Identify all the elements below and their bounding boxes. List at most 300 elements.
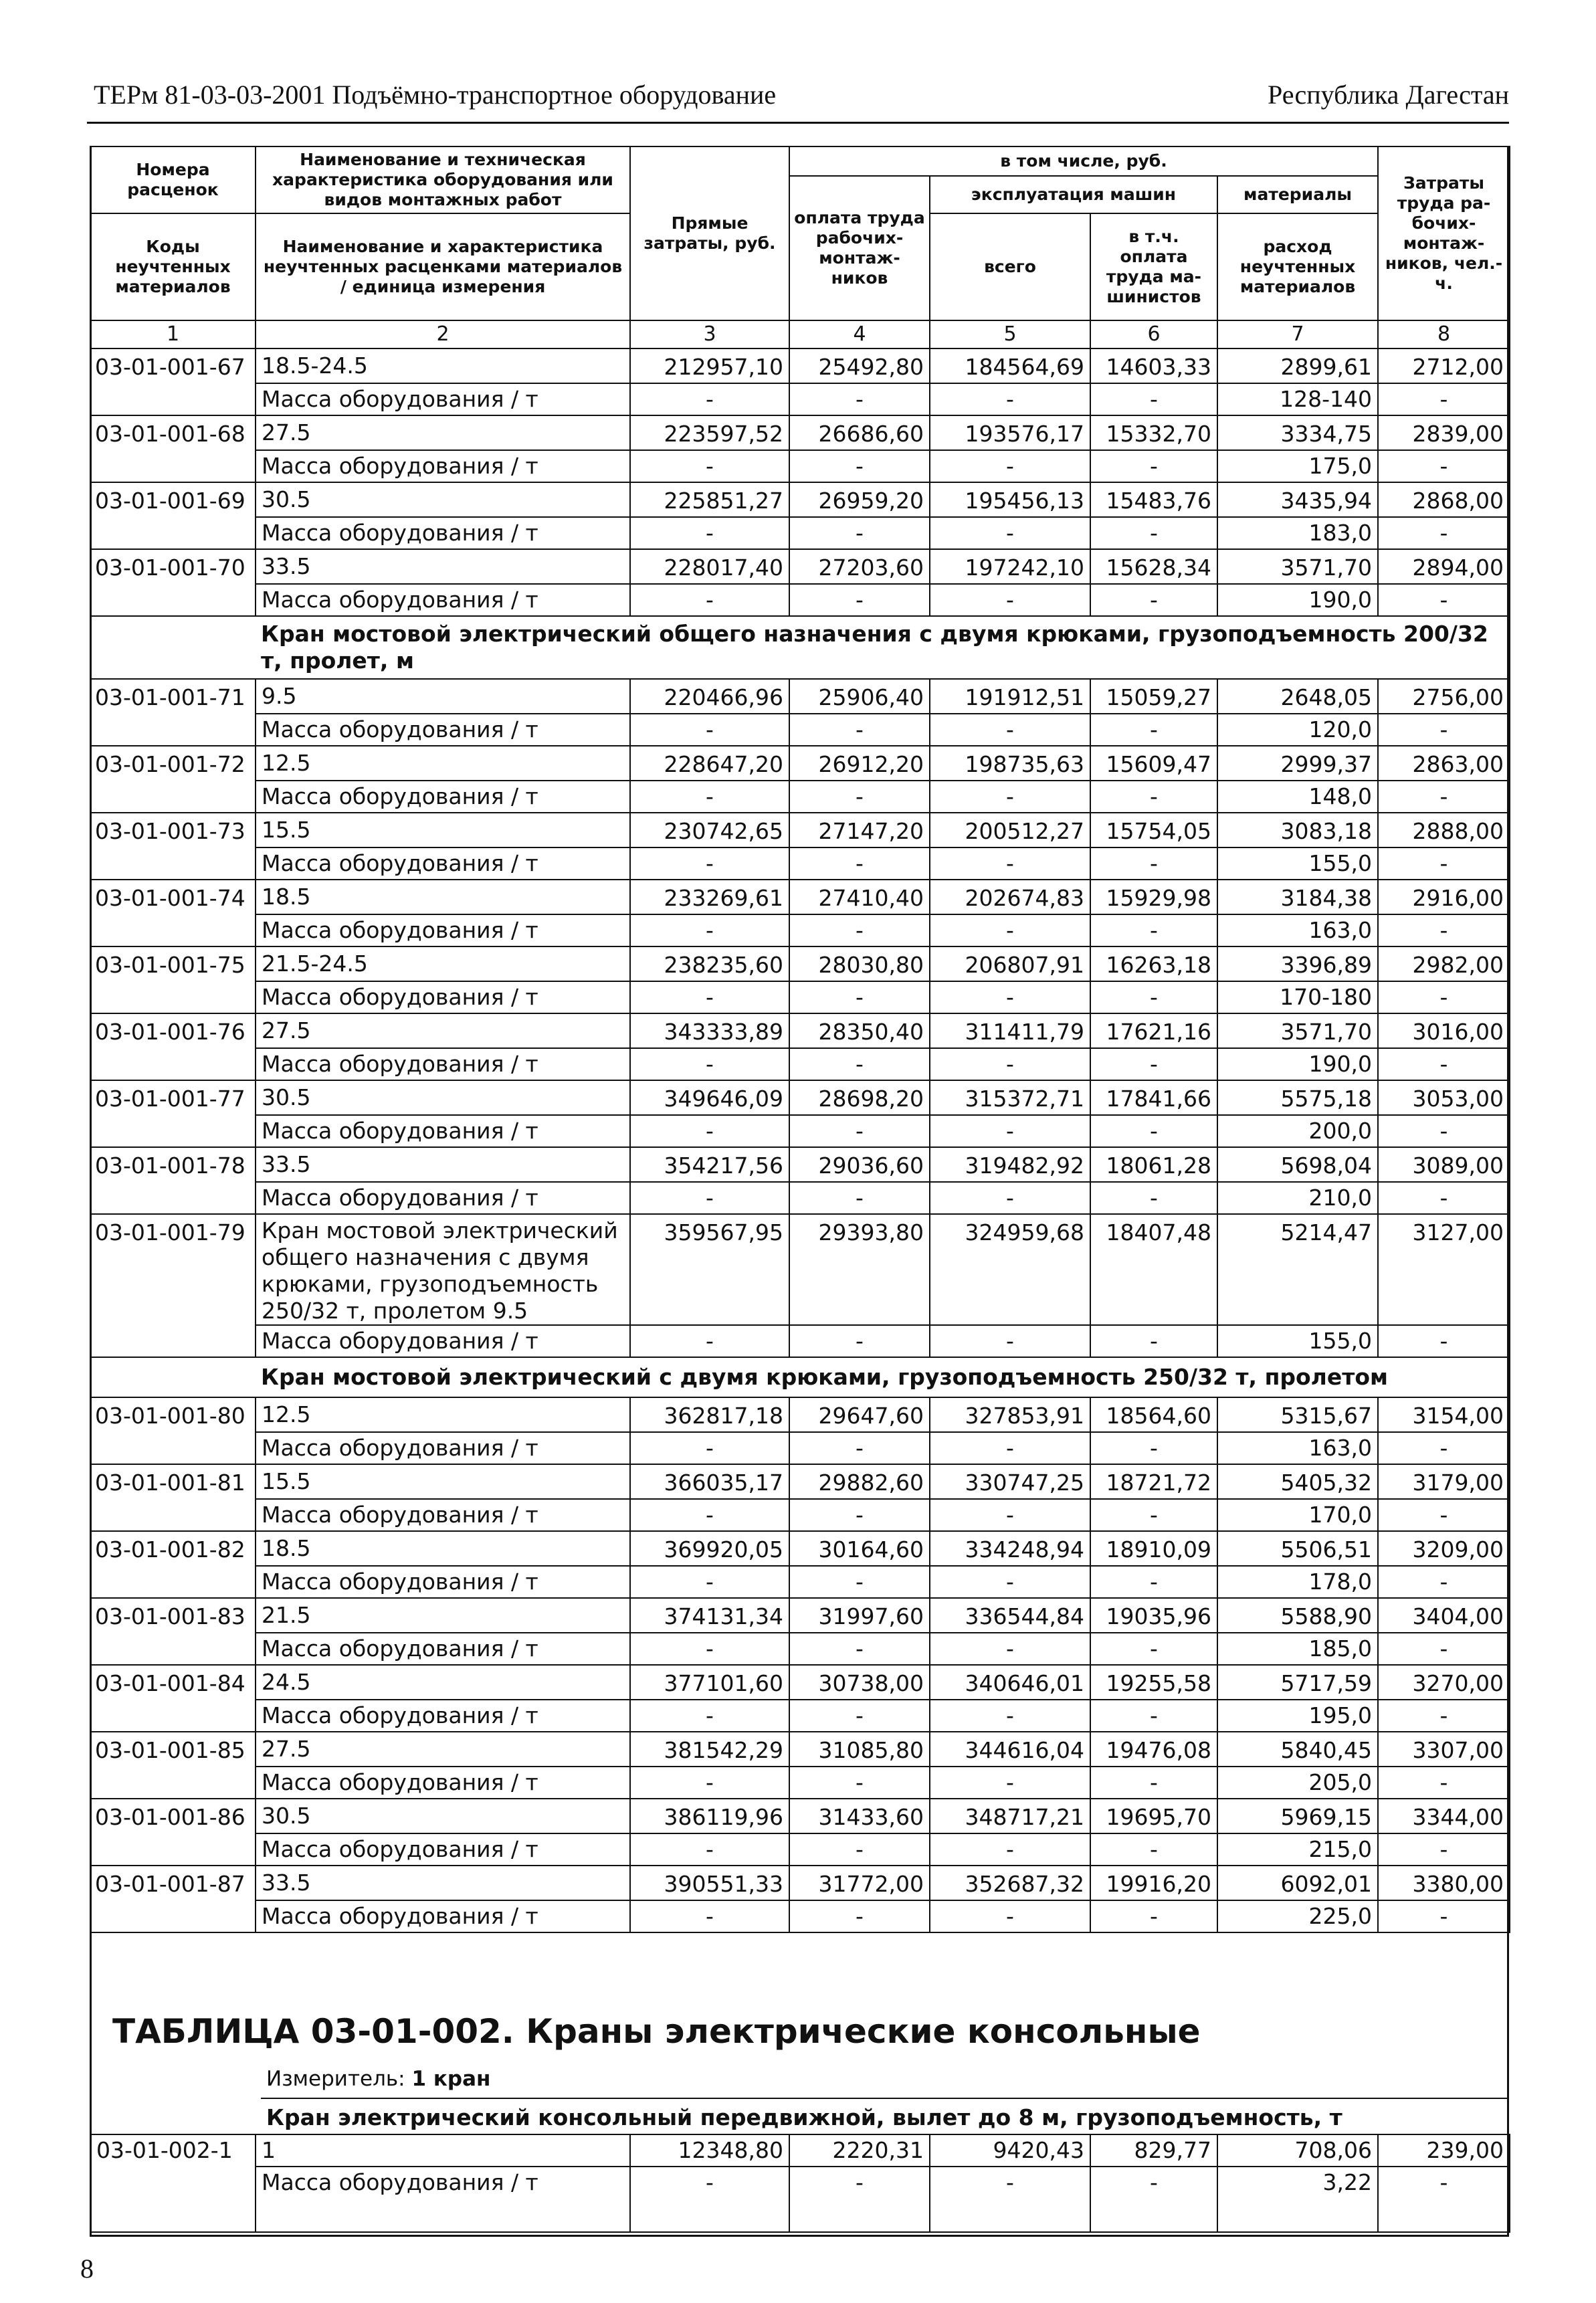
dash: - [1090,1833,1217,1866]
mass-value: 210,0 [1217,1182,1378,1214]
materials: 5717,59 [1217,1665,1378,1700]
rate-name: 33.5 [256,549,630,584]
dash: - [1090,914,1217,946]
dash: - [789,781,930,813]
rate-name: 12.5 [256,746,630,781]
labor-pay: 31997,60 [789,1598,930,1633]
dash: - [789,1700,930,1732]
header-rule [87,122,1509,124]
direct-cost: 212957,10 [630,348,789,383]
mass-label: Масса оборудования / т [256,2167,630,2232]
direct-cost: 220466,96 [630,679,789,714]
table-row [90,2167,1510,2232]
labor-hours: 2916,00 [1378,880,1510,914]
table2-meter [266,2067,490,2091]
dash: - [630,1833,789,1866]
labor-pay: 28030,80 [789,946,930,981]
rate-code: 03-01-001-68 [90,415,256,482]
labor-hours: 3209,00 [1378,1531,1510,1566]
dash: - [1378,1115,1510,1147]
dash: - [1090,1900,1217,1932]
dash: - [930,914,1090,946]
table2-group-heading: Кран электрический консольный передвижной, вылет до 8 м, грузоподъемность, т [266,2104,1342,2130]
mass-label: Масса оборудования / т [256,1048,630,1080]
group-spacer [90,616,256,679]
materials: 3396,89 [1217,946,1378,981]
rate-name: 18.5 [256,1531,630,1566]
dash: - [789,2167,930,2232]
mass-value: 175,0 [1217,450,1378,482]
dash: - [630,450,789,482]
group-heading: Кран мостовой электрический с двумя крюками, грузоподъемность 250/32 т, пролетом [256,1357,1510,1397]
table-row [90,584,1510,616]
machines-labor: 19916,20 [1090,1866,1217,1900]
rate-name: 27.5 [256,1732,630,1767]
machines-labor: 15754,05 [1090,813,1217,847]
direct-cost: 359567,95 [630,1214,789,1325]
col-header-materials-unacc: расход неучтенных материалов [1217,213,1378,320]
labor-pay: 29882,60 [789,1464,930,1499]
col-header-unacc-name: Наименование и характеристика неучтенных расценками материалов / единица измерения [256,213,630,320]
table-row [90,946,1510,981]
dash: - [1378,1182,1510,1214]
dash: - [630,1325,789,1357]
labor-pay: 30738,00 [789,1665,930,1700]
rate-name: 15.5 [256,1464,630,1499]
rate-name: 33.5 [256,1147,630,1182]
table-row [90,1767,1510,1799]
dash: - [789,1182,930,1214]
mass-label: Масса оборудования / т [256,1499,630,1531]
table-row [90,1732,1510,1767]
dash: - [630,2167,789,2232]
labor-pay: 31772,00 [789,1866,930,1900]
labor-pay: 31085,80 [789,1732,930,1767]
table-row [90,1499,1510,1531]
materials: 2648,05 [1217,679,1378,714]
machines-labor: 16263,18 [1090,946,1217,981]
table-row [90,1566,1510,1598]
machines-labor: 18564,60 [1090,1397,1217,1432]
rate-name: 30.5 [256,482,630,517]
mass-label: Масса оборудования / т [256,1700,630,1732]
machines-total: 315372,71 [930,1080,1090,1115]
direct-cost: 374131,34 [630,1598,789,1633]
dash: - [1090,1432,1217,1464]
direct-cost: 390551,33 [630,1866,789,1900]
table-row [90,981,1510,1013]
materials: 5575,18 [1217,1080,1378,1115]
table-row [90,1115,1510,1147]
dash: - [630,1048,789,1080]
direct-cost: 238235,60 [630,946,789,981]
rate-code: 03-01-001-70 [90,549,256,616]
direct-cost: 362817,18 [630,1397,789,1432]
col-number: 8 [1378,320,1510,348]
rate-name: 27.5 [256,415,630,450]
table-row [90,1633,1510,1665]
mass-label: Масса оборудования / т [256,1182,630,1214]
table-row [90,383,1510,415]
dash: - [789,1325,930,1357]
materials: 708,06 [1217,2134,1378,2167]
table-row [90,813,1510,847]
dash: - [1378,847,1510,880]
dash: - [1090,1566,1217,1598]
dash: - [630,1115,789,1147]
dash: - [789,584,930,616]
col-number: 7 [1217,320,1378,348]
dash: - [789,1115,930,1147]
dash: - [1378,1767,1510,1799]
table-row [90,1147,1510,1182]
dash: - [1090,450,1217,482]
machines-total: 200512,27 [930,813,1090,847]
labor-pay: 25492,80 [789,348,930,383]
dash: - [630,1432,789,1464]
labor-hours: 3380,00 [1378,1866,1510,1900]
dash: - [930,383,1090,415]
direct-cost: 225851,27 [630,482,789,517]
dash: - [930,2167,1090,2232]
machines-total: 330747,25 [930,1464,1090,1499]
rate-code: 03-01-001-82 [90,1531,256,1598]
dash: - [789,714,930,746]
labor-hours: 3154,00 [1378,1397,1510,1432]
table-row [90,914,1510,946]
materials: 3571,70 [1217,549,1378,584]
rate-name: 18.5-24.5 [256,348,630,383]
dash: - [930,847,1090,880]
machines-labor: 15332,70 [1090,415,1217,450]
table-row [90,781,1510,813]
dash: - [1090,1700,1217,1732]
group-row [90,1357,1510,1397]
rate-code: 03-01-001-78 [90,1147,256,1214]
mass-label: Масса оборудования / т [256,847,630,880]
col-header-direct: Прямые затраты, руб. [630,146,789,320]
machines-labor: 18721,72 [1090,1464,1217,1499]
dash: - [630,1900,789,1932]
dash: - [1090,383,1217,415]
machines-labor: 18910,09 [1090,1531,1217,1566]
mass-value: 178,0 [1217,1566,1378,1598]
materials: 5506,51 [1217,1531,1378,1566]
dash: - [1090,517,1217,549]
rate-code: 03-01-001-84 [90,1665,256,1732]
machines-labor: 18407,48 [1090,1214,1217,1325]
group-row [90,616,1510,679]
machines-labor: 18061,28 [1090,1147,1217,1182]
rate-name: 24.5 [256,1665,630,1700]
mass-value: 163,0 [1217,914,1378,946]
rate-name: 1 [256,2134,630,2167]
col-header-machines-total: всего [930,213,1090,320]
dash: - [1378,1833,1510,1866]
labor-hours: 2894,00 [1378,549,1510,584]
machines-labor: 15929,98 [1090,880,1217,914]
mass-value: 148,0 [1217,781,1378,813]
dash: - [789,981,930,1013]
dash: - [630,1499,789,1531]
mass-value: 185,0 [1217,1633,1378,1665]
table-row [90,1464,1510,1499]
dash: - [930,450,1090,482]
dash: - [1378,450,1510,482]
col-header-incl: в том числе, руб. [789,146,1378,176]
direct-cost: 228647,20 [630,746,789,781]
table-row [90,1598,1510,1633]
dash: - [789,914,930,946]
mass-value: 170-180 [1217,981,1378,1013]
dash: - [930,714,1090,746]
machines-total: 311411,79 [930,1013,1090,1048]
mass-label: Масса оборудования / т [256,714,630,746]
table2-title: ТАБЛИЦА 03-01-002. Краны электрические консольные [112,2012,1201,2051]
col-number: 5 [930,320,1090,348]
rate-name: 12.5 [256,1397,630,1432]
labor-hours: 3344,00 [1378,1799,1510,1833]
labor-hours: 2982,00 [1378,946,1510,981]
dash: - [1378,383,1510,415]
table2-meter-value: 1 кран [411,2067,491,2091]
rate-code: 03-01-001-71 [90,679,256,746]
col-number: 6 [1090,320,1217,348]
mass-value: 225,0 [1217,1900,1378,1932]
dash: - [1090,714,1217,746]
machines-total: 344616,04 [930,1732,1090,1767]
materials: 2899,61 [1217,348,1378,383]
rate-name: 21.5 [256,1598,630,1633]
dash: - [930,1566,1090,1598]
mass-label: Масса оборудования / т [256,981,630,1013]
materials: 5698,04 [1217,1147,1378,1182]
machines-labor: 15628,34 [1090,549,1217,584]
machines-total: 334248,94 [930,1531,1090,1566]
materials: 5588,90 [1217,1598,1378,1633]
materials: 6092,01 [1217,1866,1378,1900]
rate-code: 03-01-001-75 [90,946,256,1013]
rate-name: 33.5 [256,1866,630,1900]
page-header-title: ТЕРм 81-03-03-2001 Подъёмно-транспортное оборудование [94,80,777,110]
dash: - [1090,2167,1217,2232]
labor-pay: 31433,60 [789,1799,930,1833]
table-row [90,549,1510,584]
mass-label: Масса оборудования / т [256,1432,630,1464]
table-row [90,1048,1510,1080]
mass-value: 128-140 [1217,383,1378,415]
table-row [90,1866,1510,1900]
materials: 3083,18 [1217,813,1378,847]
dash: - [1090,584,1217,616]
rate-code: 03-01-001-77 [90,1080,256,1147]
table-row [90,2134,1510,2167]
dash: - [1090,1325,1217,1357]
mass-value: 215,0 [1217,1833,1378,1866]
mass-label: Масса оборудования / т [256,1833,630,1866]
machines-total: 336544,84 [930,1598,1090,1633]
mass-label: Масса оборудования / т [256,1325,630,1357]
dash: - [1090,1115,1217,1147]
dash: - [789,847,930,880]
machines-total: 191912,51 [930,679,1090,714]
col-number: 2 [256,320,630,348]
mass-value: 170,0 [1217,1499,1378,1531]
machines-total: 9420,43 [930,2134,1090,2167]
mass-value: 183,0 [1217,517,1378,549]
machines-total: 327853,91 [930,1397,1090,1432]
col-header-machines-labor: в т.ч. оплата труда ма-шинистов [1090,213,1217,320]
mass-value: 205,0 [1217,1767,1378,1799]
mass-value: 190,0 [1217,584,1378,616]
table-row [90,1833,1510,1866]
dash: - [930,1499,1090,1531]
labor-pay: 29393,80 [789,1214,930,1325]
table-row [90,1397,1510,1432]
mass-value: 155,0 [1217,847,1378,880]
labor-hours: 2863,00 [1378,746,1510,781]
rate-name: 15.5 [256,813,630,847]
dash: - [789,1499,930,1531]
dash: - [1378,2167,1510,2232]
machines-labor: 19255,58 [1090,1665,1217,1700]
machines-total: 324959,68 [930,1214,1090,1325]
dash: - [789,1767,930,1799]
mass-value: 3,22 [1217,2167,1378,2232]
table-row [90,1700,1510,1732]
col-number: 4 [789,320,930,348]
mass-label: Масса оборудования / т [256,1900,630,1932]
labor-hours: 2712,00 [1378,348,1510,383]
rate-code: 03-01-002-1 [90,2134,256,2232]
dash: - [1378,981,1510,1013]
table-row [90,679,1510,714]
col-number: 1 [90,320,256,348]
rate-code: 03-01-001-81 [90,1464,256,1531]
direct-cost: 349646,09 [630,1080,789,1115]
dash: - [930,1432,1090,1464]
machines-total: 195456,13 [930,482,1090,517]
direct-cost: 228017,40 [630,549,789,584]
direct-cost: 381542,29 [630,1732,789,1767]
dash: - [1090,981,1217,1013]
dash: - [789,1048,930,1080]
dash: - [1378,1432,1510,1464]
mass-label: Масса оборудования / т [256,781,630,813]
dash: - [1378,1633,1510,1665]
labor-pay: 26959,20 [789,482,930,517]
table-row [90,1080,1510,1115]
page-header-region: Республика Дагестан [1268,80,1509,110]
mass-value: 195,0 [1217,1700,1378,1732]
dash: - [930,1325,1090,1357]
mass-label: Масса оборудования / т [256,1767,630,1799]
rate-code: 03-01-001-74 [90,880,256,946]
machines-labor: 19476,08 [1090,1732,1217,1767]
direct-cost: 12348,80 [630,2134,789,2167]
dash: - [789,450,930,482]
direct-cost: 354217,56 [630,1147,789,1182]
direct-cost: 343333,89 [630,1013,789,1048]
dash: - [930,517,1090,549]
dash: - [1090,1048,1217,1080]
labor-hours: 3307,00 [1378,1732,1510,1767]
dash: - [1090,1633,1217,1665]
labor-hours: 3179,00 [1378,1464,1510,1499]
dash: - [1378,781,1510,813]
dash: - [930,1633,1090,1665]
dash: - [630,981,789,1013]
rates-table [90,146,1510,1933]
labor-pay: 26686,60 [789,415,930,450]
table2-meter-label: Измеритель: [266,2067,405,2091]
machines-total: 184564,69 [930,348,1090,383]
labor-pay: 28350,40 [789,1013,930,1048]
labor-hours: 2888,00 [1378,813,1510,847]
rate-name: 21.5-24.5 [256,946,630,981]
dash: - [1378,1566,1510,1598]
dash: - [930,584,1090,616]
dash: - [930,1900,1090,1932]
dash: - [930,1700,1090,1732]
labor-pay: 25906,40 [789,679,930,714]
dash: - [1090,1182,1217,1214]
labor-pay: 2220,31 [789,2134,930,2167]
dash: - [789,1900,930,1932]
col-header-labor-cost: Затраты труда ра-бочих-монтаж-ников, чел.-ч. [1378,146,1510,320]
dash: - [1090,1767,1217,1799]
labor-pay: 29036,60 [789,1147,930,1182]
table-row [90,482,1510,517]
direct-cost: 230742,65 [630,813,789,847]
rate-code: 03-01-001-69 [90,482,256,549]
machines-labor: 829,77 [1090,2134,1217,2167]
labor-hours: 3016,00 [1378,1013,1510,1048]
rate-code: 03-01-001-86 [90,1799,256,1866]
machines-labor: 15059,27 [1090,679,1217,714]
machines-total: 197242,10 [930,549,1090,584]
labor-pay: 27410,40 [789,880,930,914]
direct-cost: 223597,52 [630,415,789,450]
dash: - [789,517,930,549]
machines-labor: 17621,16 [1090,1013,1217,1048]
table-row [90,1531,1510,1566]
table-row [90,1432,1510,1464]
machines-labor: 19035,96 [1090,1598,1217,1633]
dash: - [630,1700,789,1732]
materials: 5840,45 [1217,1732,1378,1767]
labor-pay: 26912,20 [789,746,930,781]
direct-cost: 369920,05 [630,1531,789,1566]
mass-label: Масса оборудования / т [256,914,630,946]
machines-total: 319482,92 [930,1147,1090,1182]
mass-label: Масса оборудования / т [256,517,630,549]
dash: - [630,1566,789,1598]
materials: 3571,70 [1217,1013,1378,1048]
group-heading: Кран мостовой электрический общего назначения с двумя крюками, грузоподъемность 200/32 т, пролет, м [256,616,1510,679]
dash: - [1090,781,1217,813]
machines-labor: 17841,66 [1090,1080,1217,1115]
dash: - [930,1182,1090,1214]
machines-total: 198735,63 [930,746,1090,781]
direct-cost: 233269,61 [630,880,789,914]
table-row [90,714,1510,746]
mass-value: 200,0 [1217,1115,1378,1147]
dash: - [930,981,1090,1013]
table-row [90,517,1510,549]
table-row [90,415,1510,450]
table-row [90,1799,1510,1833]
